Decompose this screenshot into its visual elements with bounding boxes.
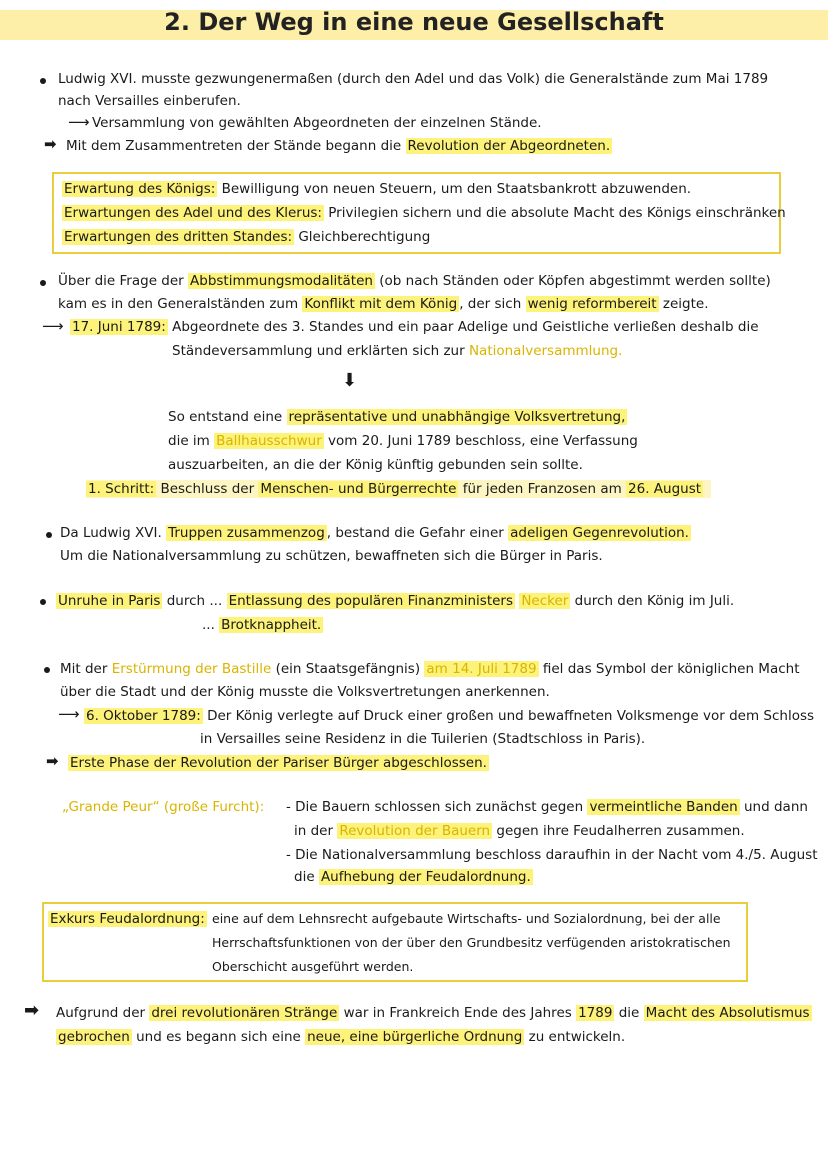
box1-row-2: Erwartungen des Adel und des Klerus: Privilegien sichern und die absolute Macht des Königs einschränken — [64, 205, 786, 221]
s2-line-5: So entstand eine repräsentative und unabhängige Volksvertretung, — [168, 409, 626, 425]
s1-line-3: Versammlung von gewählten Abgeordneten der einzelnen Stände. — [92, 115, 542, 131]
s5-line-4: in Versailles seine Residenz in die Tuilerien (Stadtschloss in Paris). — [200, 731, 646, 747]
down-arrow-icon: ⬇ — [342, 370, 358, 391]
box2-line-1: eine auf dem Lehnsrecht aufgebaute Wirtschafts- und Sozialordnung, bei der alle — [212, 911, 721, 926]
revolution-abgeordneten: Revolution der Abgeordneten. — [407, 138, 611, 154]
s5-line-1: Mit der Erstürmung der Bastille (ein Staatsgefängnis) am 14. Juli 1789 fiel das Symbol der königlichen Macht — [60, 661, 800, 677]
bullet — [46, 532, 52, 538]
arrow-icon: ⟶ — [42, 317, 64, 335]
s2-line-1: Über die Frage der Abbstimmungsmodalitäten (ob nach Ständen oder Köpfen abgestimmt werden sollte) — [58, 273, 771, 289]
box2-label: Exkurs Feudalordnung: — [50, 911, 205, 927]
box1-row-3: Erwartungen des dritten Standes: Gleichberechtigung — [64, 229, 431, 245]
s4-line-2: ... Brotknappheit. — [202, 617, 322, 633]
conclusion-line-2: gebrochen und es begann sich eine neue, eine bürgerliche Ordnung zu entwickeln. — [58, 1029, 626, 1045]
s2-line-4: Ständeversammlung und erklärten sich zur Nationalversammlung. — [172, 343, 623, 359]
s1-line-2: nach Versailles einberufen. — [58, 93, 241, 109]
box2-line-3: Oberschicht ausgeführt werden. — [212, 959, 414, 974]
s6-line-2: in der Revolution der Bauern gegen ihre Feudalherren zusammen. — [294, 823, 745, 839]
bullet — [40, 78, 46, 84]
s5-line-2: über die Stadt und der König musste die Volksvertretungen anerkennen. — [60, 684, 550, 700]
box1-row-1: Erwartung des Königs: Bewilligung von neuen Steuern, um den Staatsbankrott abzuwenden. — [64, 181, 692, 197]
s3-line-2: Um die Nationalversammlung zu schützen, bewaffneten sich die Bürger in Paris. — [60, 548, 603, 564]
bullet — [40, 280, 46, 286]
arrow-icon: ⟶ — [58, 705, 80, 723]
s6-line-1: - Die Bauern schlossen sich zunächst gegen vermeintliche Banden und dann — [286, 799, 808, 815]
s3-line-1: Da Ludwig XVI. Truppen zusammenzog , bestand die Gefahr einer adeligen Gegenrevolution. — [60, 525, 689, 541]
s6-line-3: - Die Nationalversammlung beschloss daraufhin in der Nacht vom 4./5. August — [286, 847, 818, 863]
bullet — [40, 599, 46, 605]
s4-line-1: Unruhe in Paris durch ... Entlassung des populären Finanzministers Necker durch den König im Juli. — [58, 593, 735, 609]
s1-line-1: Ludwig XVI. musste gezwungenermaßen (durch den Adel und das Volk) die Generalstände zum Mai 1789 — [58, 71, 769, 87]
s2-line-6: die im Ballhausschwur vom 20. Juni 1789 beschloss, eine Verfassung — [168, 433, 638, 449]
s2-line-8: 1. Schritt: Beschluss der Menschen- und Bürgerrechte für jeden Franzosen am 26. August — [86, 480, 711, 498]
page-title: 2. Der Weg in eine neue Gesellschaft — [164, 8, 664, 36]
s1-line-4: Mit dem Zusammentreten der Stände begann die Revolution der Abgeordneten. — [66, 138, 611, 154]
grande-peur-label: „Grande Peur“ (große Furcht): — [62, 799, 265, 815]
s2-line-7: auszuarbeiten, an die der König künftig gebunden sein sollte. — [168, 457, 583, 473]
conclusion-line-1: Aufgrund der drei revolutionären Stränge war in Frankreich Ende des Jahres 1789 die Macht des Absolutismus — [56, 1005, 810, 1021]
s2-line-3: 17. Juni 1789: Abgeordnete des 3. Standes und ein paar Adelige und Geistliche verließen deshalb die — [72, 319, 759, 335]
s5-line-3: 6. Oktober 1789: Der König verlegte auf Druck einer großen und bewaffneten Volksmenge vor dem Schloss — [86, 708, 815, 724]
s2-line-2: kam es in den Generalständen zum Konflikt mit dem König , der sich wenig reformbereit zeigte. — [58, 296, 709, 312]
bold-arrow-icon: ➡ — [44, 135, 57, 153]
arrow-icon: ⟶ — [68, 113, 90, 131]
bullet — [44, 667, 50, 673]
s6-line-4: die Aufhebung der Feudalordnung. — [294, 869, 531, 885]
box2-line-2: Herrschaftsfunktionen von der über den Grundbesitz verfügenden aristokratischen — [212, 935, 731, 950]
s5-line-5: Erste Phase der Revolution der Pariser Bürger abgeschlossen. — [70, 755, 487, 771]
bold-arrow-icon: ➡ — [46, 752, 59, 770]
bold-arrow-icon: ➡ — [24, 1000, 40, 1021]
